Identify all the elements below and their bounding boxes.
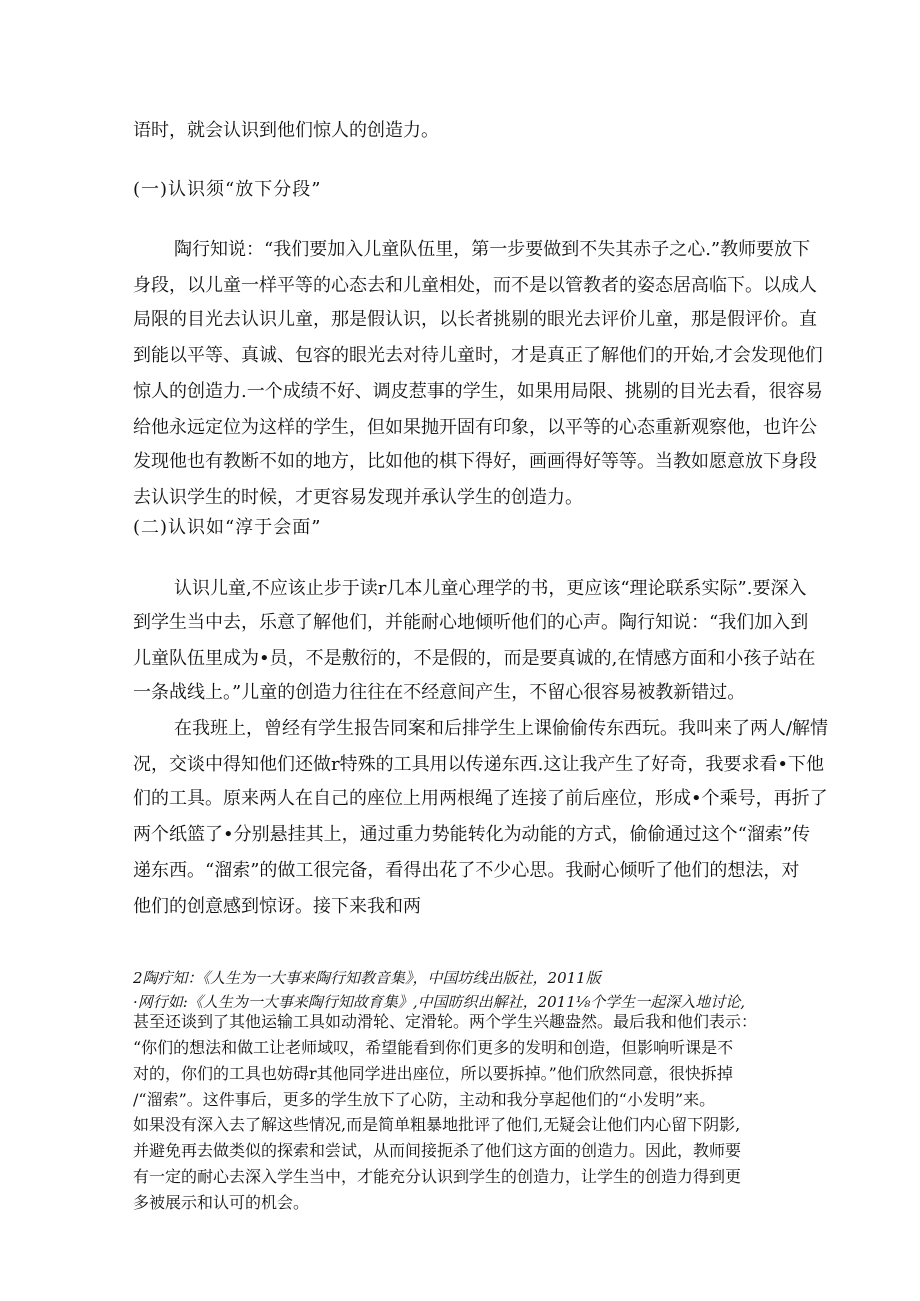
section-heading-2: (二)认识如“淳于会面” bbox=[133, 517, 322, 538]
paragraph-line: 儿童队伍里成为•员，不是敷衍的，不是假的，而是要真诚的,在情感方面和小孩子站在 bbox=[133, 648, 816, 669]
paragraph-line: 如果没有深入去了解这些情况,而是简单粗暴地批评了他们,无疑会让他们内心留下阴影, bbox=[133, 1115, 741, 1134]
paragraph-line: 身段，以儿童一样平等的心态去和儿童相处，而不是以管教者的姿态居高临下。以成人 bbox=[133, 275, 817, 296]
section-heading-1: (一)认识须“放下分段” bbox=[133, 179, 322, 200]
paragraph-line: /“溜索”。这件事后，更多的学生放下了心防，主动和我分享起他们的“小发明”来。 bbox=[133, 1090, 716, 1109]
paragraph-line: 们的工具。原来两人在自己的座位上用两根绳了连接了前后座位，形成•个乘号，再折了 bbox=[133, 788, 828, 809]
paragraph-line: 去认识学生的时候，才更容易发现并承认学生的创造力。 bbox=[133, 487, 583, 508]
paragraph-line: 到能以平等、真诚、包容的眼光去对待儿童时，才是真正了解他们的开始,才会发现他们 bbox=[133, 345, 823, 366]
paragraph-line: 局限的目光去认识儿童，那是假认识，以长者挑剔的眼光去评价儿童，那是假评价。直 bbox=[133, 309, 817, 330]
paragraph-line: 发现他也有教断不如的地方，比如他的棋下得好，画画得好等等。当教如愿意放下身段 bbox=[133, 451, 817, 472]
paragraph-line: 他们的创意感到惊讶。接下来我和两 bbox=[133, 896, 421, 917]
paragraph-line: 到学生当中去，乐意了解他们，并能耐心地倾听他们的心声。陶行知说：“我们加入到 bbox=[133, 612, 809, 633]
paragraph-line: 并避免再去做类似的探索和尝试，从而间接扼杀了他们这方面的创造力。因此，教师要 bbox=[133, 1141, 742, 1160]
paragraph-line: 一条战线上。”儿童的创造力往往在不经意间产生，不留心很容易被教新错过。 bbox=[133, 682, 746, 703]
paragraph-line: 给他永远定位为这样的学生，但如果抛开固有印象，以平等的心态重新观察他，也许公 bbox=[133, 417, 817, 438]
paragraph-line: 惊人的创造力.一个成绩不好、调皮惹事的学生，如果用局限、挑剔的目光去看，很容易 bbox=[133, 381, 823, 402]
paragraph-line: 况，交谈中得知他们还做r特殊的工具用以传递东西.这让我产生了好奇，我要求看•下他 bbox=[133, 754, 824, 775]
paragraph-line: 语时，就会认识到他们惊人的创造力。 bbox=[133, 120, 439, 141]
paragraph-line: 甚至还谈到了其他运输工具如动滑轮、定滑轮。两个学生兴趣盎然。最后我和他们表示： bbox=[133, 1012, 758, 1031]
paragraph-line: 在我班上，曾经有学生报告同案和后排学生上课偷偷传东西玩。我叫来了两人/解情 bbox=[174, 718, 829, 739]
paragraph-line: 对的，你们的工具也妨碍r其他同学进出座位，所以要拆掉。”他们欣然同意，很快拆掉 bbox=[133, 1064, 733, 1083]
paragraph-line: 有一定的耐心去深入学生当中，才能充分认识到学生的创造力，让学生的创造力得到更 bbox=[133, 1167, 742, 1186]
footnote: ·网行如:《人生为一大事来陶行知故育集》,中国昉织出解社，2011⅛个学生一起深入地讨论, bbox=[133, 993, 746, 1011]
paragraph-line: 多被展示和认可的机会。 bbox=[133, 1193, 310, 1212]
paragraph-line: 两个纸篮了•分别悬挂其上，通过重力势能转化为动能的方式，偷偷通过这个“溜索”传 bbox=[133, 824, 811, 845]
paragraph-line: “你们的想法和做工让老师域叹，希望能看到你们更多的发明和创造，但影响听课是不 bbox=[133, 1038, 734, 1057]
paragraph-line: 陶行知说：“我们要加入儿童队伍里，第一步要做到不失其赤子之心.”教师要放下 bbox=[174, 239, 811, 260]
footnote: 2陶疔知：《人生为一大事来陶行知教音集》，中国坊线出版社，2011版 bbox=[133, 969, 601, 987]
paragraph-line: 递东西。“溜索”的做工很完备，看得出花了不少心思。我耐心倾听了他们的想法，对 bbox=[133, 860, 800, 881]
paragraph-line: 认识儿童,不应该止步于读r几本儿童心理学的书，更应该“理论联系实际”.要深入 bbox=[174, 578, 807, 599]
